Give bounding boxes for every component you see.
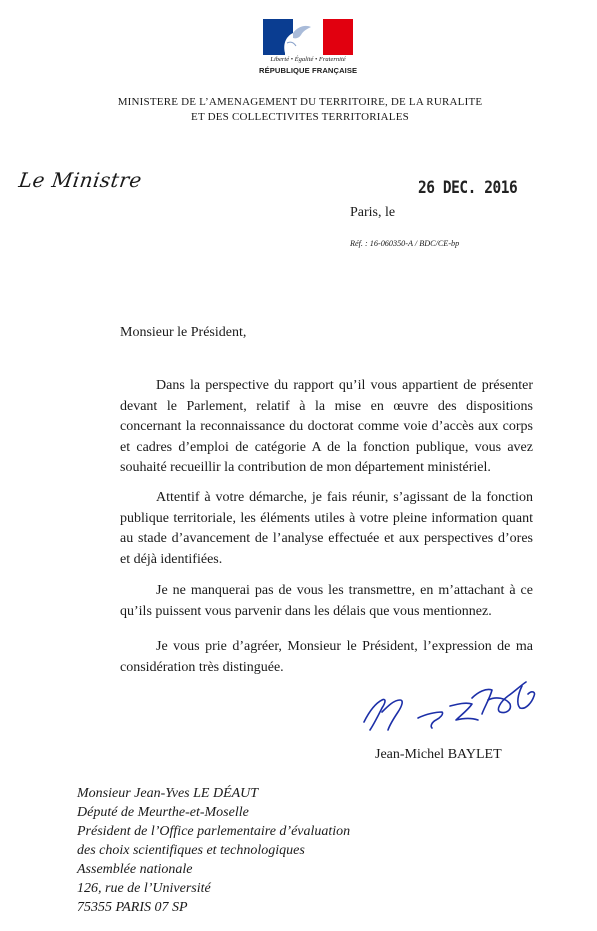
place-line: Paris, le [350,205,396,220]
sender-title: Le Ministre [17,168,144,192]
republique-francaise-text: RÉPUBLIQUE FRANÇAISE [259,66,358,75]
date-stamp: 26 DEC. 2016 [418,178,518,198]
body-paragraph-1: Dans la perspective du rapport qu’il vous appartient de présenter devant le Parlement, relatif à la mise en œuvre des dispositions concernant la reconnaissance du doctorat comme voie d’accès aux corps et cadres d’emploi de catégorie A de la fonction publique, vous avez souhaité recueillir la contribution de mon département ministériel. [120,378,533,475]
recipient-address [77,784,350,917]
recipient-line: Monsieur Jean-Yves LE DÉAUT [77,786,259,801]
republique-francaise-logo [259,19,358,83]
body-paragraph-4: Je vous prie d’agréer, Monsieur le Président, l’expression de ma considération très distinguée. [120,639,533,675]
recipient-line: Député de Meurthe-et-Moselle [77,805,249,820]
ministry-name-line1: MINISTERE DE L’AMENAGEMENT DU TERRITOIRE, DE LA RURALITE [117,96,483,108]
recipient-line: 75355 PARIS 07 SP [77,900,188,915]
motto-text: Liberté • Égalité • Fraternité [270,56,346,63]
recipient-line: 126, rue de l’Université [77,881,211,896]
recipient-line: des choix scientifiques et technologiques [77,843,305,858]
recipient-line: Président de l’Office parlementaire d’évaluation [77,824,351,839]
salutation: Monsieur le Président, [120,325,247,340]
signer-name: Jean-Michel BAYLET [375,747,502,762]
ministry-name [80,95,520,125]
recipient-line: Assemblée nationale [77,862,193,877]
marianne-flag-icon [263,19,353,55]
handwritten-signature [360,678,560,734]
reference-line: Réf. : 16-060350-A / BDC/CE-bp [350,239,460,248]
body-paragraph-2: Attentif à votre démarche, je fais réunir, s’agissant de la fonction publique territoriale, les éléments utiles à votre pleine information quant au stade d’avancement de l’analyse effectuée et aux perspectives d’ores et déjà identifiées. [120,490,533,567]
ministry-name-line2: ET DES COLLECTIVITES TERRITORIALES [191,111,409,123]
body-paragraph-3: Je ne manquerai pas de vous les transmettre, en m’attachant à ce qu’ils puissent vous parvenir dans les délais que vous mentionnez. [120,583,533,619]
